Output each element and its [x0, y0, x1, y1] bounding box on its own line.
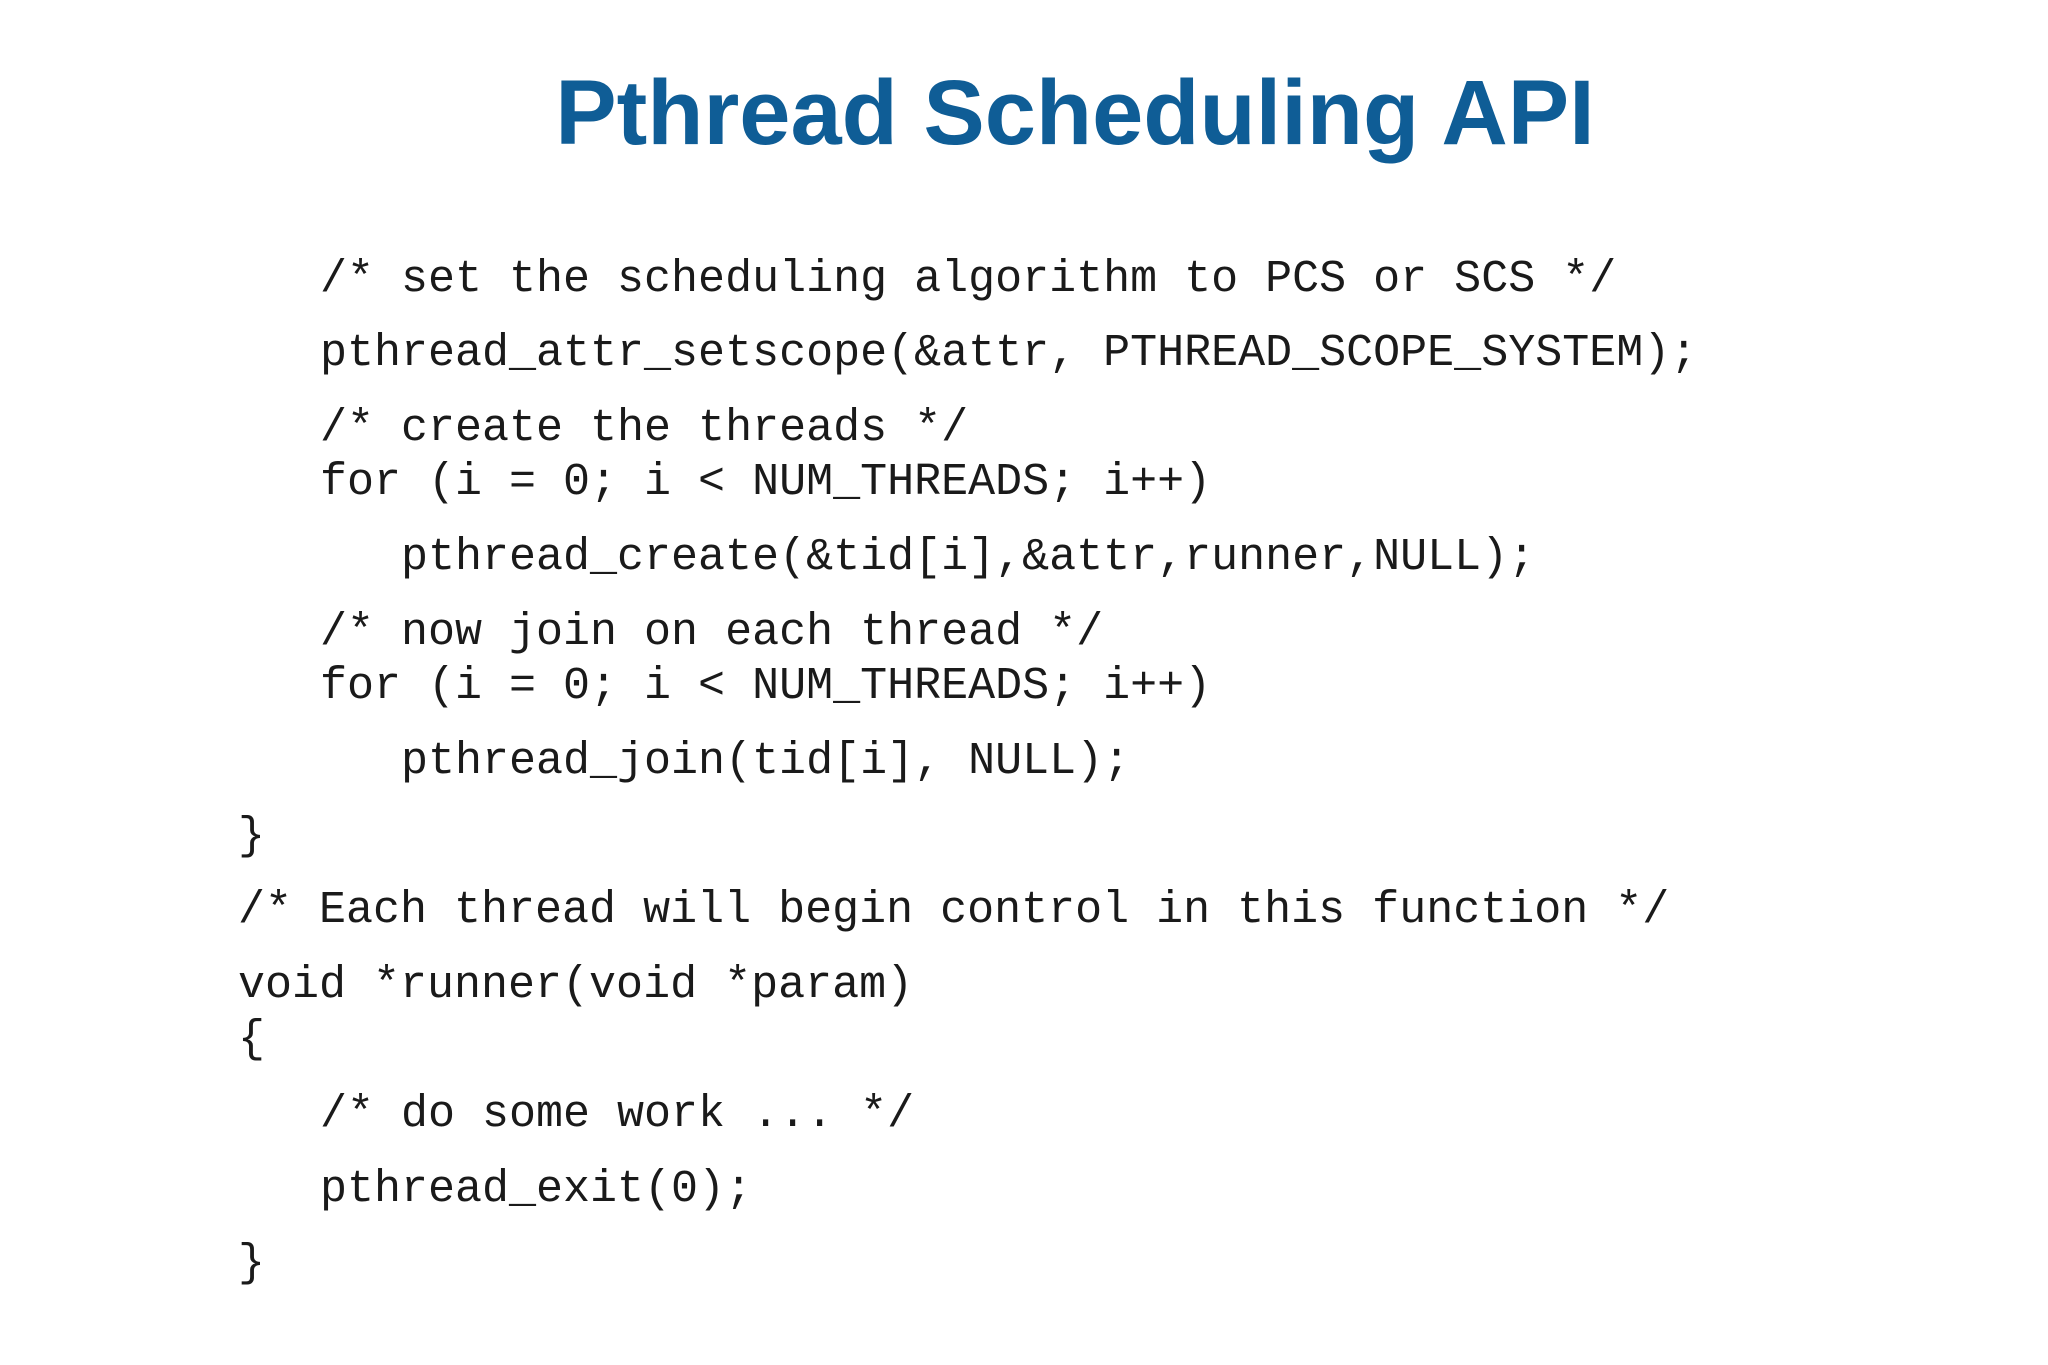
code-comment-join-threads: /* now join on each thread */	[320, 607, 1104, 658]
code-for-loop-create: for (i = 0; i < NUM_THREADS; i++)	[320, 457, 1212, 508]
code-comment-set-scheduling: /* set the scheduling algorithm to PCS or SCS */	[320, 254, 1617, 305]
slide-title: Pthread Scheduling API	[555, 62, 1595, 164]
code-opening-brace-runner: {	[238, 1014, 266, 1065]
code-pthread-join-call: pthread_join(tid[i], NULL);	[401, 736, 1131, 787]
code-pthread-exit-call: pthread_exit(0);	[320, 1164, 753, 1215]
code-closing-brace-main: }	[238, 811, 266, 862]
code-comment-runner: /* Each thread will begin control in this function */	[238, 885, 1670, 936]
code-comment-create-threads: /* create the threads */	[320, 403, 969, 454]
code-comment-do-work: /* do some work ... */	[320, 1089, 915, 1140]
code-closing-brace-runner: }	[238, 1238, 266, 1289]
code-runner-signature: void *runner(void *param)	[238, 960, 914, 1011]
code-pthread-create-call: pthread_create(&tid[i],&attr,runner,NULL);	[401, 532, 1536, 583]
code-for-loop-join: for (i = 0; i < NUM_THREADS; i++)	[320, 661, 1212, 712]
code-setscope-call: pthread_attr_setscope(&attr, PTHREAD_SCOPE_SYSTEM);	[320, 328, 1698, 379]
